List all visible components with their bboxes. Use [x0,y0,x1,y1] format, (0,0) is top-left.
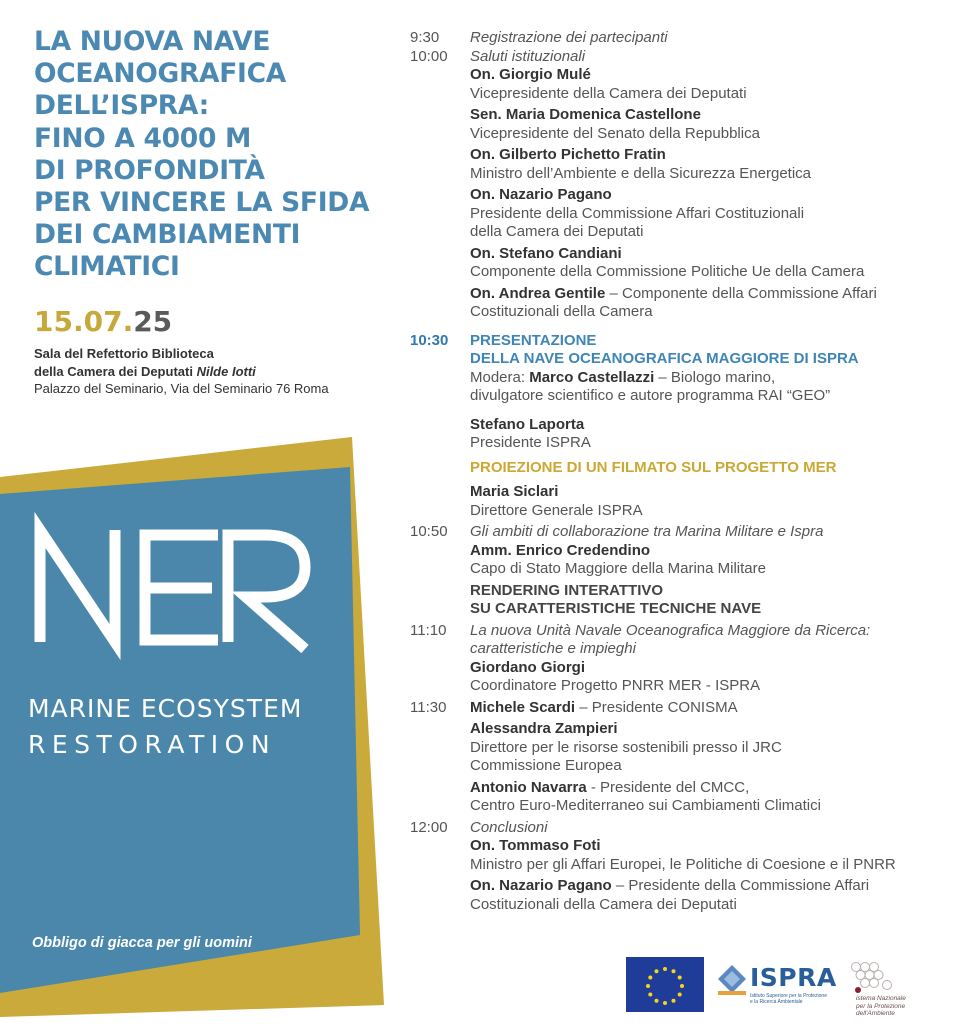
ispra-logo [716,963,837,1013]
schedule-slot-1050 [410,523,950,619]
speaker-role: Vicepresidente del Senato della Repubblica [470,124,760,142]
moderator-role: divulgatore scientifico e autore programma RAI “GEO” [470,387,831,404]
program-schedule [410,29,950,914]
speaker-name: Antonio Navarra [470,778,587,796]
mer-banner [0,437,400,1017]
speaker-name: Giordano Giorgi [470,658,585,676]
speaker-role: Direttore Generale ISPRA [470,501,643,519]
snpa-hexagons-icon [846,959,906,995]
speaker-role: Capo di Stato Maggiore della Marina Militare [470,560,766,577]
schedule-slot-0930 [410,29,950,48]
section-heading: RENDERING INTERATTIVO [470,581,664,599]
title-line: PER VINCERE LA SFIDA [34,187,370,219]
eu-stars-icon [626,957,704,1012]
speaker-name: Stefano Laporta [470,415,585,433]
eu-flag-logo [626,957,704,1012]
dress-code-note: Obbligo di giacca per gli uomini [32,935,252,951]
film-screening-heading: PROIEZIONE DI UN FILMATO SUL PROGETTO MER [470,458,837,476]
mer-banner-graphic [0,437,400,1017]
speaker-role: Coordinatore Progetto PNRR MER - ISPRA [470,677,761,694]
speaker-name: On. Stefano Candiani [470,244,622,262]
schedule-slot-1200 [410,819,950,915]
speaker-name: Amm. Enrico Credendino [470,541,651,559]
slot-label: Gli ambiti di collaborazione tra Marina Militare e Ispra [470,523,824,540]
speaker-name: On. Gilberto Pichetto Fratin [470,146,666,163]
sponsor-logos [0,957,954,1017]
title-line: DELL’ISPRA: [34,90,209,122]
slot-time: 9:30 [410,29,440,46]
speaker-role: Commissione Europea [470,757,622,774]
venue-line-1: Sala del Refettorio Biblioteca [34,346,214,361]
title-line: FINO A 4000 M [34,122,252,154]
venue-address: Palazzo del Seminario, Via del Seminario 76 Roma [34,381,329,396]
snpa-logo [842,959,934,1015]
speaker-entry [470,285,950,304]
speaker-entry [470,877,950,896]
section-heading: DELLA NAVE OCEANOGRAFICA MAGGIORE DI ISPRA [470,350,859,367]
speaker-role: – Presidente CONISMA [575,698,738,716]
date-day-month: 15.07. [34,305,134,338]
speaker-name: On. Andrea Gentile [470,284,606,302]
date-year: 25 [133,305,173,338]
speaker-name: On. Nazario Pagano [470,186,612,203]
ispra-wordmark: ISPRA [750,963,837,992]
moderator-entry [470,369,950,388]
slot-label: La nuova Unità Navale Oceanografica Maggiore da Ricerca: [470,621,871,639]
slot-label: Registrazione dei partecipanti [470,29,668,46]
speaker-name: Maria Siclari [470,483,559,500]
schedule-slot-1030 [410,332,950,521]
speaker-role: Presidente della Commissione Affari Costituzionali [470,204,805,222]
speaker-role: - Presidente del CMCC, [586,778,750,796]
slot-time: 10:30 [410,331,449,349]
speaker-role: Presidente ISPRA [470,434,591,451]
event-title [34,26,394,284]
speaker-name: On. Nazario Pagano [470,877,612,894]
title-line: LA NUOVA NAVE [34,26,271,57]
ispra-caption: Istituto Superiore per la Protezione e la Ricerca Ambientale [750,993,827,1005]
section-heading: SU CARATTERISTICHE TECNICHE NAVE [470,600,762,617]
speaker-role: – Presidente della Commissione Affari [611,877,870,894]
moderator-name: Marco Castellazzi [529,368,655,386]
section-heading: PRESENTAZIONE [470,331,597,349]
slot-time: 12:00 [410,818,448,836]
speaker-role: – Componente della Commissione Affari [605,284,877,302]
speaker-role: Vicepresidente della Camera dei Deputati [470,84,747,102]
speaker-entry [470,699,950,718]
title-line: DEI CAMBIAMENTI [34,219,301,251]
speaker-name: On. Giorgio Mulé [470,66,591,83]
snpa-caption: istema Nazionale per la Protezione dell'Ambiente [856,995,906,1017]
schedule-slot-1110 [410,622,950,696]
speaker-role: Costituzionali della Camera [470,303,653,320]
moderator-role: – Biologo marino, [654,368,776,386]
slot-time: 11:30 [410,698,447,716]
speaker-role: Ministro per gli Affari Europei, le Politiche di Coesione e il PNRR [470,855,896,873]
venue-line-2: della Camera dei Deputati Nilde Iotti [34,363,256,379]
speaker-role: Ministro dell’Ambiente e della Sicurezza Energetica [470,164,812,182]
title-line: DI PROFONDITÀ [34,154,265,186]
mer-subtitle-2: RESTORATION [28,730,277,759]
speaker-entry [470,779,950,798]
speaker-role: Costituzionali della Camera dei Deputati [470,895,737,913]
speaker-role: della Camera dei Deputati [470,223,644,240]
speaker-name: Alessandra Zampieri [470,720,618,737]
schedule-slot-1130 [410,699,950,816]
slot-label: Conclusioni [470,818,548,836]
speaker-name: Michele Scardi [470,698,576,716]
speaker-role: Componente della Commissione Politiche Ue della Camera [470,263,865,280]
moderator-label: Modera: [470,368,530,386]
speaker-name: On. Tommaso Foti [470,837,601,854]
slot-label: caratteristiche e impieghi [470,640,636,657]
speaker-name: Sen. Maria Domenica Castellone [470,106,701,123]
ispra-diamond-icon [716,963,748,1003]
slot-time: 11:10 [410,621,447,639]
venue [34,345,329,398]
event-date [34,306,172,338]
slot-time: 10:00 [410,47,448,65]
title-line: CLIMATICI [34,251,180,283]
slot-label: Saluti istituzionali [470,47,586,65]
speaker-role: Centro Euro-Mediterraneo sui Cambiamenti Climatici [470,797,821,814]
slot-time: 10:50 [410,523,448,540]
title-line: OCEANOGRAFICA [34,58,286,90]
schedule-slot-1000 [410,48,950,322]
left-column [0,0,400,1024]
mer-subtitle-1: MARINE ECOSYSTEM [28,694,303,723]
speaker-role: Direttore per le risorse sostenibili presso il JRC [470,738,782,756]
